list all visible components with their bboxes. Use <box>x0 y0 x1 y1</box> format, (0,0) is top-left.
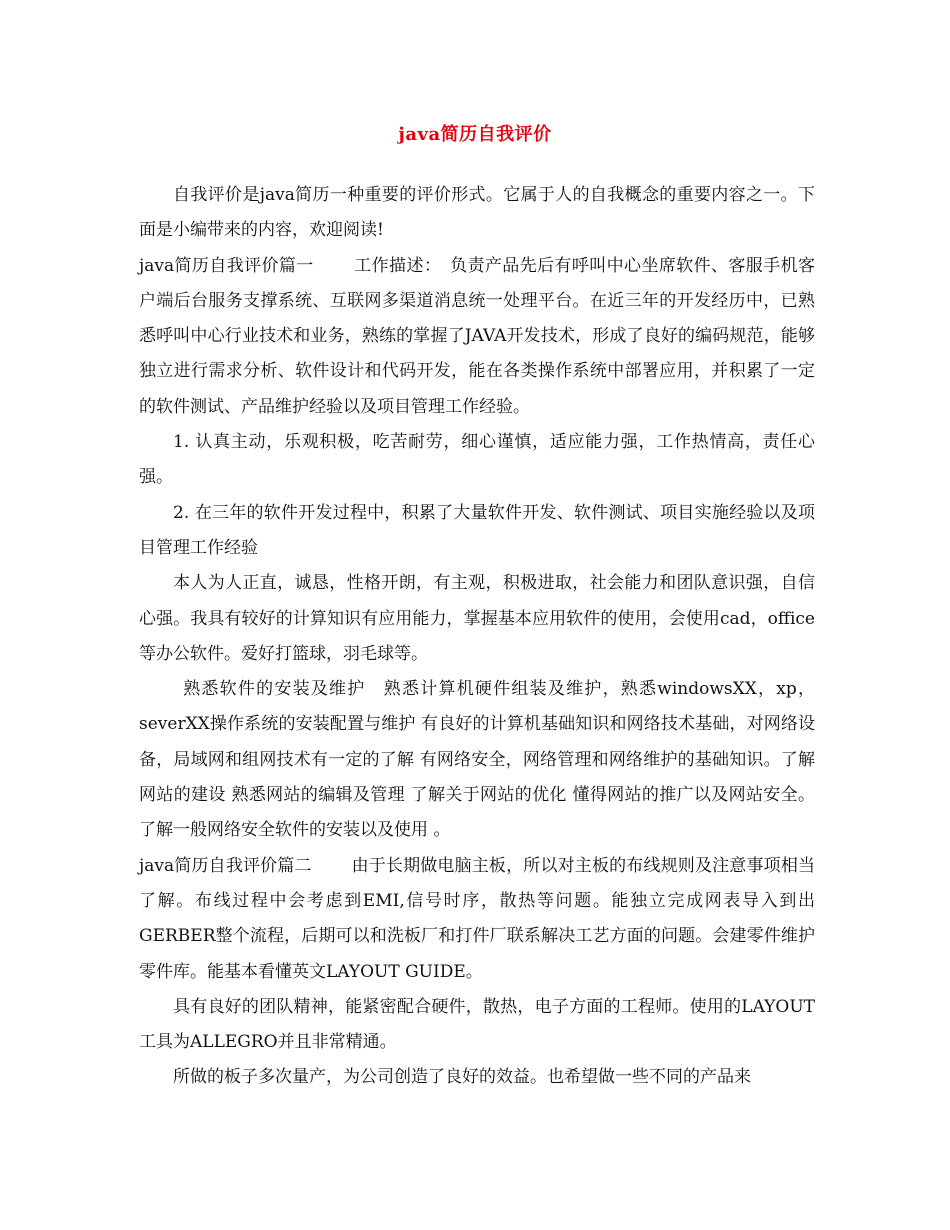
document-title: java简历自我评价 <box>398 124 552 145</box>
paragraph-skills: 熟悉软件的安装及维护 熟悉计算机硬件组装及维护，熟悉windowsXX，xp，severXX操作系统的安装配置与维护 有良好的计算机基础知识和网络技术基础，对网络设备，局域网和组网技术有一定的了解 有网络安全，网络管理和网络维护的基础知识。了解网站的建设 熟悉网站的编辑及管理 了解关于网站的优化 懂得网站的推广以及网站安全。了解一般网络安全软件的安装以及使用 。 <box>139 679 815 841</box>
paragraph-results: 所做的板子多次量产，为公司创造了良好的效益。也希望做一些不同的产品来 <box>173 1067 751 1088</box>
paragraph-section-one: java简历自我评价篇一 工作描述： 负责产品先后有呼叫中心坐席软件、客服手机客户端后台服务支撑系统、互联网多渠道消息统一处理平台。在近三年的开发经历中，已熟悉呼叫中心行业技术和业务，熟练的掌握了JAVA开发技术，形成了良好的编码规范，能够独立进行需求分析、软件设计和代码开发，能在各类操作系统中部署应用，并积累了一定的软件测试、产品维护经验以及项目管理工作经验。 <box>139 255 815 417</box>
paragraph-point-two: 2. 在三年的软件开发过程中，积累了大量软件开发、软件测试、项目实施经验以及项目管理工作经验 <box>139 502 815 558</box>
paragraph-point-one: 1. 认真主动，乐观积极，吃苦耐劳，细心谨慎，适应能力强，工作热情高，责任心强。 <box>139 432 815 488</box>
paragraph-teamwork: 具有良好的团队精神，能紧密配合硬件，散热，电子方面的工程师。使用的LAYOUT工具为ALLEGRO并且非常精通。 <box>139 996 815 1053</box>
paragraph-intro: 自我评价是java简历一种重要的评价形式。它属于人的自我概念的重要内容之一。下面是小编带来的内容，欢迎阅读! <box>139 185 815 241</box>
document-body <box>139 178 815 1096</box>
paragraph-section-two: java简历自我评价篇二 由于长期做电脑主板，所以对主板的布线规则及注意事项相当了解。布线过程中会考虑到EMI,信号时序，散热等问题。能独立完成网表导入到出GERBER整个流程，后期可以和洗板厂和打件厂联系解决工艺方面的问题。会建零件维护零件库。能基本看懂英文LAYOUT GUIDE。 <box>139 855 815 982</box>
paragraph-personality: 本人为人正直，诚恳，性格开朗，有主观，积极进取，社会能力和团队意识强，自信心强。我具有较好的计算知识有应用能力，掌握基本应用软件的使用，会使用cad，office等办公软件。爱好打篮球，羽毛球等。 <box>139 573 815 664</box>
